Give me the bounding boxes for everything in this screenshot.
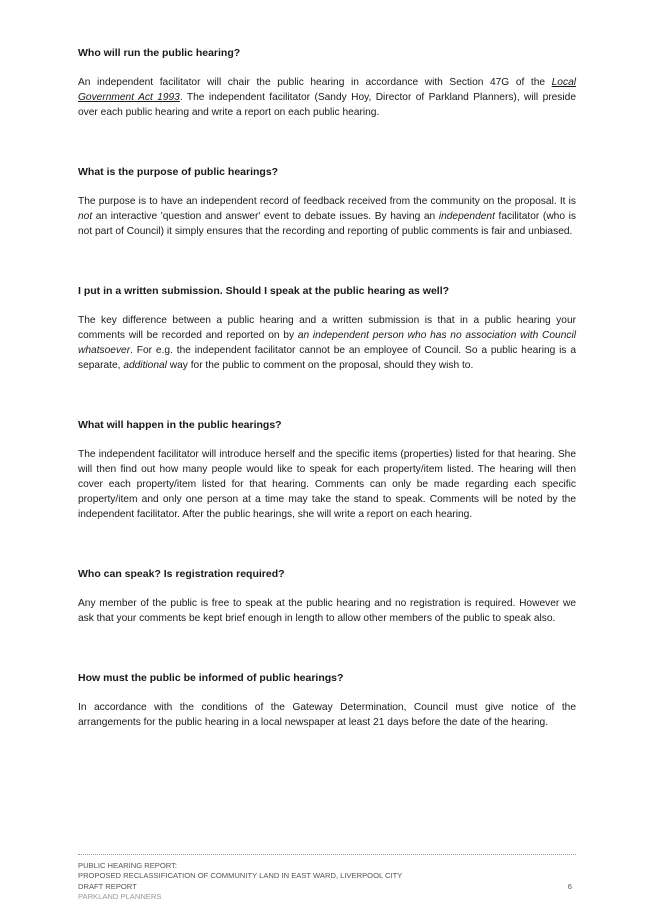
section-what-will-happen (78, 418, 576, 522)
footer-report-title: PROPOSED RECLASSIFICATION OF COMMUNITY LAND IN EAST WARD, LIVERPOOL CITY (78, 871, 403, 881)
section-paragraph: Any member of the public is free to speak at the public hearing and no registration is required. However we ask that your comments be kept brief enough in length to allow other members of the public to speak also. (78, 598, 576, 624)
section-public-informed (78, 671, 576, 730)
section-who-can-speak (78, 567, 576, 626)
section-paragraph: The purpose is to have an independent record of feedback received from the community on the proposal. It is not an interactive 'question and answer' event to debate issues. By having an independent facilitator (who is not part of Council) it simply ensures that the recording and reporting of public comments is fair and unbiased. (78, 196, 576, 237)
section-who-will-run (78, 46, 576, 120)
section-purpose (78, 165, 576, 239)
footer-company: PARKLAND PLANNERS (78, 891, 162, 901)
section-heading: What is the purpose of public hearings? (78, 166, 279, 178)
act-reference: Local Government Act 1993 (78, 77, 576, 103)
section-paragraph: In accordance with the conditions of the Gateway Determination, Council must give notice of the arrangements for the public hearing in a local newspaper at least 21 days before the date of the hearing. (78, 702, 576, 728)
section-heading: Who can speak? Is registration required? (78, 568, 285, 580)
section-heading: How must the public be informed of public hearings? (78, 672, 344, 684)
section-written-submission (78, 284, 576, 373)
section-heading: I put in a written submission. Should I speak at the public hearing as well? (78, 285, 450, 297)
page-footer (78, 854, 576, 902)
section-heading: What will happen in the public hearings? (78, 419, 282, 431)
section-paragraph: The independent facilitator will introduce herself and the specific items (properties) listed for that hearing. She will then find out how many people would like to speak for each property/item listed. The hearing will then cover each property/item listed for that hearing. Comments can only be made regarding each specific property/item and only one person at a time may take the stand to speak. Comments will be noted by the independent facilitator. After the public hearings, she will write a report on each hearing. (78, 449, 576, 520)
footer-report-type: PUBLIC HEARING REPORT: (78, 861, 178, 870)
footer-draft-label: DRAFT REPORT (78, 881, 137, 891)
footer-draft-row (78, 882, 576, 892)
section-heading: Who will run the public hearing? (78, 47, 241, 59)
section-paragraph: An independent facilitator will chair the public hearing in accordance with Section 47G of the Local Government Act 1993. The independent facilitator (Sandy Hoy, Director of Parkland Planners), will preside over each public hearing and write a report on each public hearing. (78, 77, 576, 118)
page-number: 6 (567, 881, 572, 891)
section-paragraph: The key difference between a public hearing and a written submission is that in a public hearing your comments will be recorded and reported on by an independent person who has no association with Council whatsoever. For e.g. the independent facilitator cannot be an employee of Council. So a public hearing is a separate, additional way for the public to comment on the proposal, should they wish to. (78, 315, 576, 371)
document-body (78, 46, 576, 775)
